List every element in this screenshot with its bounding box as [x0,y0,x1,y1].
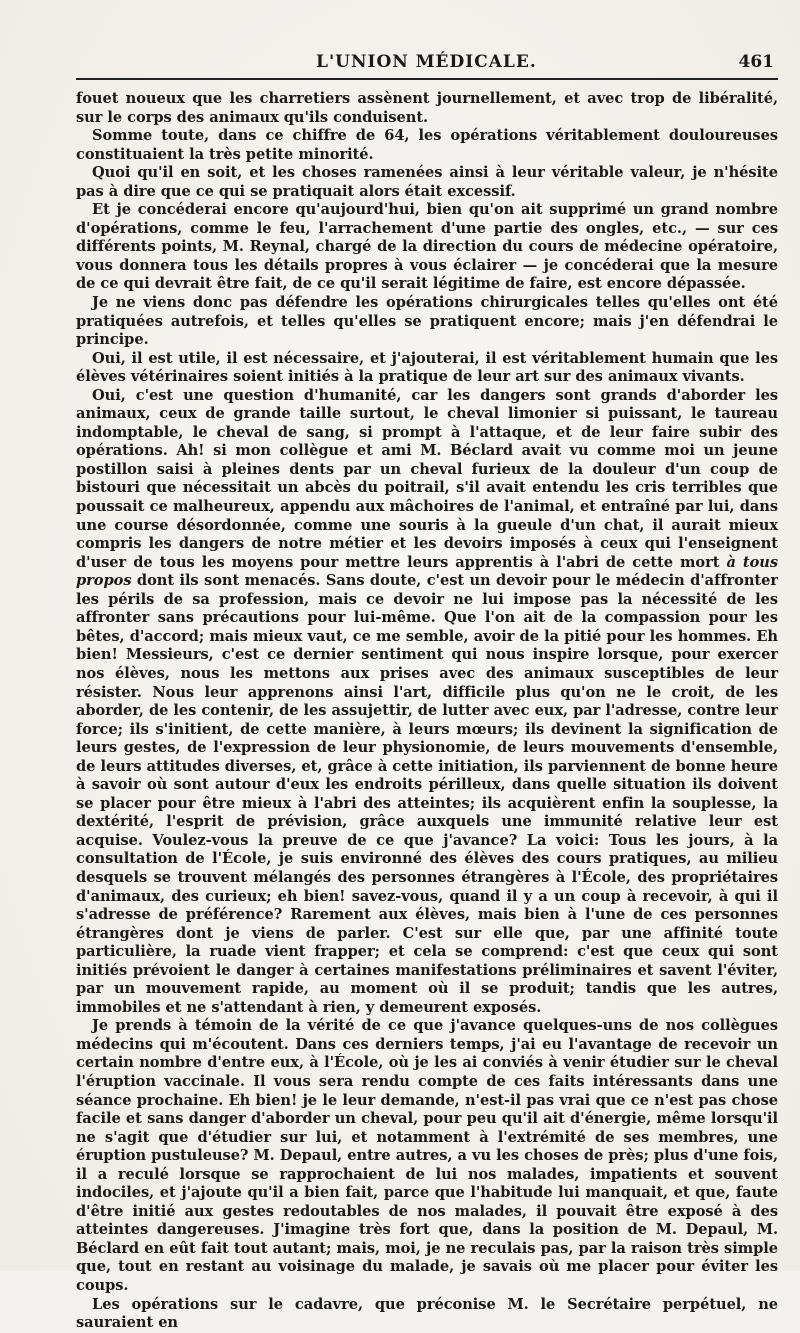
paragraph: Je prends à témoin de la vérité de ce que j'avance quelques-uns de nos collègues médecins qui m'écoutent. Dans ces derniers temps, j'ai eu l'avantage de recevoir un certain nombre d'entre eux, à l'École, où je les ai conviés à venir étudier sur le cheval l'éruption vaccinale. Il vous sera rendu compte de ces faits intéressants dans une séance prochaine. Eh bien! je le leur demande, n'est-il pas vrai que ce n'est pas chose facile et sans danger d'aborder un cheval, pour peu qu'il ait d'énergie, même lorsqu'il ne s'agit que d'étudier sur lui, et notamment à l'extrémité de ses membres, une éruption pustuleuse? M. Depaul, entre autres, a vu les choses de près; plus d'une fois, il a reculé lorsque se rapprochaient de lui nos malades, impatients et souvent indociles, et j'ajoute qu'il a bien fait, parce que l'habitude lui manquait, et que, faute d'être initié aux gestes redoutables de nos malades, il pouvait être exposé à des atteintes dangereuses. J'imagine très fort que, dans la position de M. Depaul, M. Béclard en eût fait tout autant; mais, moi, je ne reculais pas, par la raison très simple que, tout en restant au voisinage du malade, je savais où me placer pour éviter les coups. [76,1017,778,1294]
page-header [76,44,778,74]
paragraph: Somme toute, dans ce chiffre de 64, les opérations véritablement douloureuses constituaient la très petite minorité. [76,127,778,163]
header-rule [76,78,778,80]
paragraph: Je ne viens donc pas défendre les opérations chirurgicales telles qu'elles ont été pratiquées autrefois, et telles qu'elles se pratiquent encore; mais j'en défendrai le principe. [76,294,778,349]
italic-phrase: à tous propos [76,553,778,590]
paragraph: Oui, il est utile, il est nécessaire, et j'ajouterai, il est véritablement humain que les élèves vétérinaires soient initiés à la pratique de leur art sur des animaux vivants. [76,349,778,386]
running-title: L'UNION MÉDICALE. [316,52,537,72]
paragraph: Et je concéderai encore qu'aujourd'hui, bien qu'on ait supprimé un grand nombre d'opérations, comme le feu, l'arrachement d'une partie des ongles, etc., — sur ces différents points, M. Reynal, chargé de la direction du cours de médecine opératoire, vous donnera tous les détails propres à vous éclairer — je concéderai que la mesure de ce qui devrait être fait, de ce qu'il serait légitime de faire, est encore dépassée. [76,201,778,293]
body-text [76,90,778,1333]
paragraph: Quoi qu'il en soit, et les choses ramenées ainsi à leur véritable valeur, je n'hésite pas à dire que ce qui se pratiquait alors était excessif. [76,164,778,200]
paragraph: Les opérations sur le cadavre, que préconise M. le Secrétaire perpétuel, ne sauraient en [76,1295,778,1332]
paragraph-text: dont ils sont menacés. Sans doute, c'est un devoir pour le médecin d'affronter les périls de sa profession, mais ce devoir ne lui impose pas la nécessité de les affronter sans précautions pour lui-même. Que l'on ait de la compassion pour les bêtes, d'accord; mais mieux vaut, ce me semble, avoir de la pitié pour les hommes. Eh bien! Messieurs, c'est ce dernier sentiment qui nous inspire lorsque, pour exercer nos élèves, nous les mettons aux prises avec des animaux susceptibles de leur résister. Nous leur apprenons ainsi l'art, difficile plus qu'on ne le croit, de les aborder, de les contenir, de les assujettir, de lutter avec eux, par l'adresse, contre leur force; ils s'initient, de cette manière, à leurs mœurs; ils devinent la signification de leurs gestes, de l'expression de leur physionomie, de leurs mouvements d'ensemble, de leurs attitudes diverses, et, grâce à cette initiation, ils parviennent de bonne heure à savoir où sont autour d'eux les endroits périlleux, dans quelle situation ils doivent se placer pour être mieux à l'abri des atteintes; ils acquièrent enfin la souplesse, la dextérité, l'esprit de prévision, grâce auxquels une immunité relative leur est acquise. Voulez-vous la preuve de ce que j'avance? La voici: Tous les jours, à la consultation de l'École, je suis environné des élèves des cours pratiques, au milieu desquels se trouvent mélangés des personnes étrangères à l'École, des propriétaires d'animaux, des curieux; eh bien! savez-vous, quand il y a un coup à recevoir, à qui il s'adresse de préférence? Rarement aux élèves, mais bien à l'une de ces personnes étrangères dont je viens de parler. C'est sur elle que, par une affinité toute particulière, la ruade vient frapper; et cela se comprend: c'est que ceux qui sont initiés prévoient le danger à certaines manifestations préliminaires et savent l'éviter, par un mouvement rapide, au moment où il se produit; tandis que les autres, immobiles et ne s'attendant à rien, y demeurent exposés. [76,572,778,1016]
page-number: 461 [738,52,774,72]
paragraph-text: Oui, c'est une question d'humanité, car les dangers sont grands d'aborder les animaux, ceux de grande taille surtout, le cheval limonier si puissant, le taureau indomptable, le cheval de sang, si prompt à l'attaque, et de leur faire subir des opérations. Ah! si mon collègue et ami M. Béclard avait vu comme moi un jeune postillon saisi à pleines dents par un cheval furieux de la douleur d'un coup de bistouri que nécessitait un abcès du poitrail, s'il avait entendu les cris terribles que poussait ce malheureux, appendu aux mâchoires de l'animal, et entraîné par lui, dans une course désordonnée, comme une souris à la gueule d'un chat, il aurait mieux compris les dangers de notre métier et les devoirs imposés à ceux qui l'enseignent d'user de tous les moyens pour mettre leurs apprentis à l'abri de cette mort [76,386,778,571]
paragraph: fouet noueux que les charretiers assènent journellement, et avec trop de libéralité, sur le corps des animaux qu'ils conduisent. [76,90,778,126]
paragraph [76,387,778,1018]
